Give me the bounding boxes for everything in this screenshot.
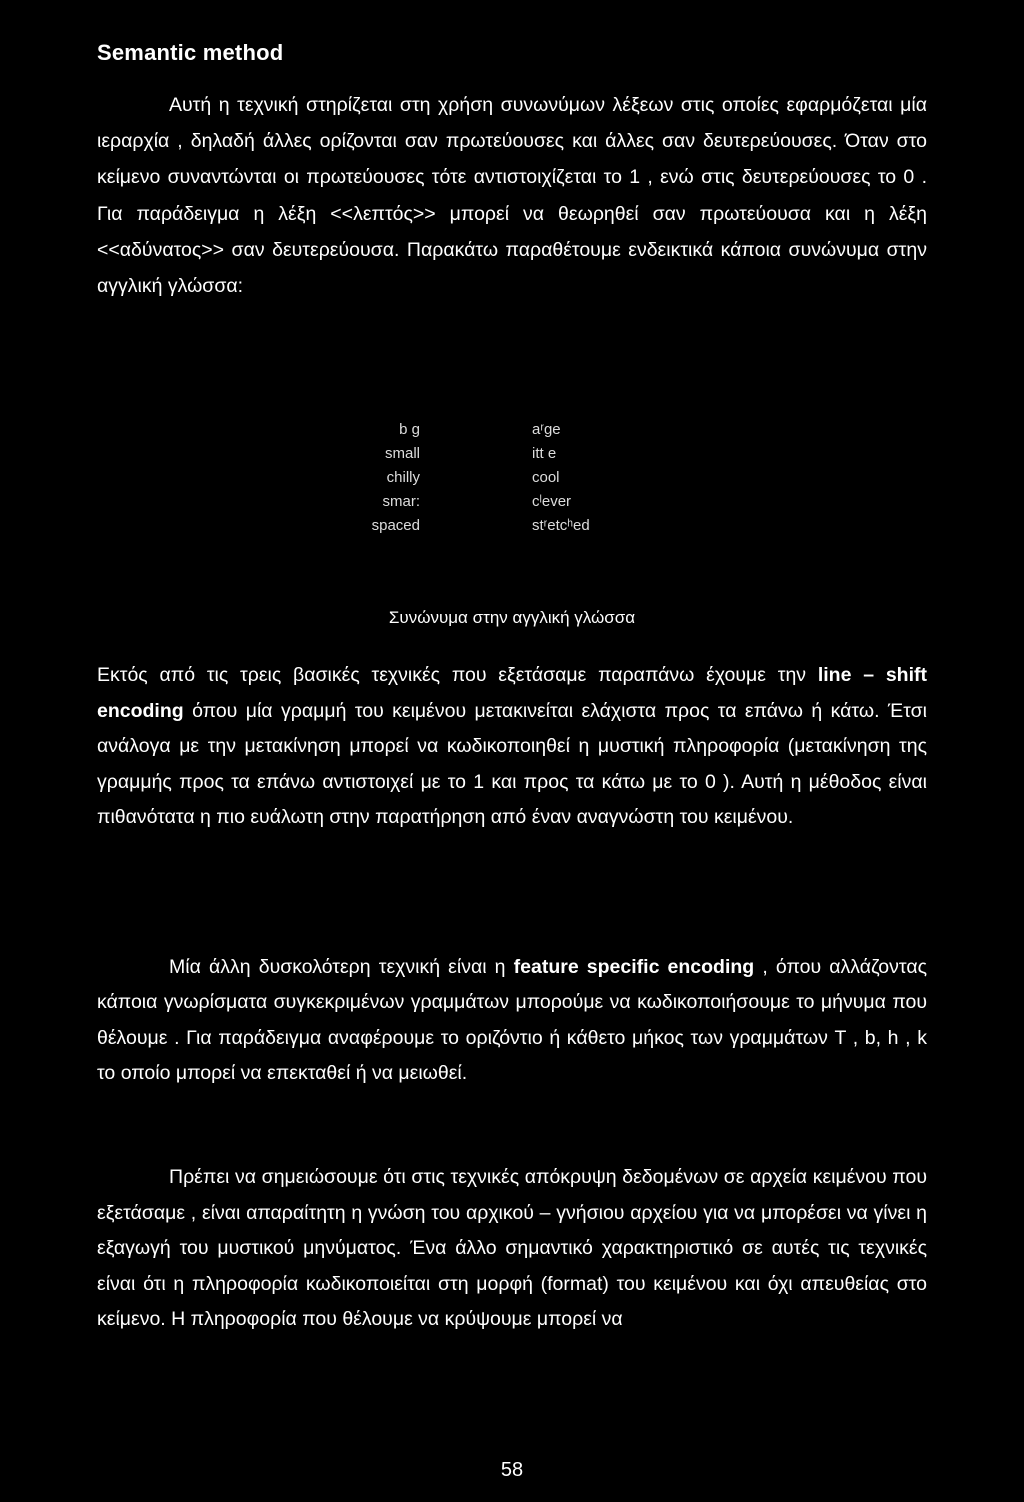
synonym-primary: spaced	[371, 517, 420, 534]
synonym-primary: chilly	[386, 469, 420, 486]
synonym-primary: small	[384, 445, 420, 462]
bold-term: feature specific encoding	[513, 956, 755, 978]
synonym-secondary: cool	[532, 469, 560, 486]
synonym-row	[320, 418, 682, 442]
paragraph-conclusion: Πρέπει να σημειώσουμε ότι στις τεχνικές απόκρυψη δεδομένων σε αρχεία κειμένου που εξετάσαμε , είναι απαραίτητη η γνώση του αρχικού – γνήσιου αρχείου για να μπορέσει να γίνει η εξαγωγή του μυστικού μηνύματος. Ένα άλλο σημαντικό χαρακτηριστικό σε αυτές τις τεχνικές είναι ότι η πληροφορία κωδικοποιείται στη μορφή (format) του κειμένου και όχι απευθείας στο κείμενο. Η πληροφορία που θέλουμε να κρύψουμε μπορεί να	[97, 1166, 927, 1330]
table-caption: Συνώνυμα στην αγγλική γλώσσα	[388, 608, 636, 627]
synonym-secondary: itt e	[532, 445, 557, 462]
paragraph-text: Εκτός από τις τρεις βασικές τεχνικές που εξετάσαμε παραπάνω έχουμε την	[97, 664, 818, 686]
paragraph-text: , όπου αλλάζοντας κάποια γνωρίσματα συγκεκριμένων γραμμάτων μπορούμε να κωδικοποιήσουμε το μήνυμα που θέλουμε . Για παράδειγμα αναφέρουμε το οριζόντιο ή κάθετο μήκος των γραμμάτων T , b, h , k το οποίο μπορεί να επεκταθεί ή να μειωθεί.	[97, 956, 928, 1084]
synonym-secondary: aʳge	[532, 421, 561, 438]
synonym-secondary: stʳetcʰed	[532, 517, 590, 534]
synonym-primary: b g	[399, 421, 420, 438]
synonym-secondary: cˡever	[532, 493, 572, 510]
synonym-primary: smar:	[382, 493, 420, 510]
section-heading: Semantic method	[97, 40, 284, 65]
paragraph-text: όπου μία γραμμή του κειμένου μετακινείται ελάχιστα προς τα επάνω ή κάτω. Έτσι ανάλογα με την μετακίνηση μπορεί να κωδικοποιηθεί η μυστική πληροφορία (μετακίνηση της γραμμής προς τα επάνω αντιστοιχεί με το 1 και προς τα κάτω με το 0 ). Αυτή η μέθοδος είναι πιθανότατα η πιο ευάλωτη στην παρατήρηση από έναν αναγνώστη του κειμένου.	[97, 699, 927, 829]
synonyms-table	[320, 418, 682, 538]
synonym-row	[320, 490, 682, 514]
synonym-row	[320, 466, 682, 490]
synonym-row	[320, 514, 682, 538]
synonym-row	[320, 442, 682, 466]
paragraph-line-shift	[97, 658, 927, 836]
page-number: 58	[500, 1459, 524, 1481]
paragraph-feature-specific	[97, 950, 927, 1091]
paragraph-text: Μία άλλη δυσκολότερη τεχνική είναι η	[169, 956, 514, 978]
bold-term: line – shift encoding	[97, 664, 927, 722]
paragraph-semantic-method: Αυτή η τεχνική στηρίζεται στη χρήση συνωνύμων λέξεων στις οποίες εφαρμόζεται μία ιεραρχία , δηλαδή άλλες ορίζονται σαν πρωτεύουσες και άλλες σαν δευτερεύουσες. Όταν στο κείμενο συναντώνται οι πρωτεύουσες τότε αντιστοιχίζεται το 1 , ενώ στις δευτερεύουσες το 0 . Για παράδειγμα η λέξη <<λεπτός>> μπορεί να θεωρηθεί σαν πρωτεύουσα και η λέξη <<αδύνατος>> σαν δευτερεύουσα. Παρακάτω παραθέτουμε ενδεικτικά κάποια συνώνυμα στην αγγλική γλώσσα:	[97, 94, 927, 298]
